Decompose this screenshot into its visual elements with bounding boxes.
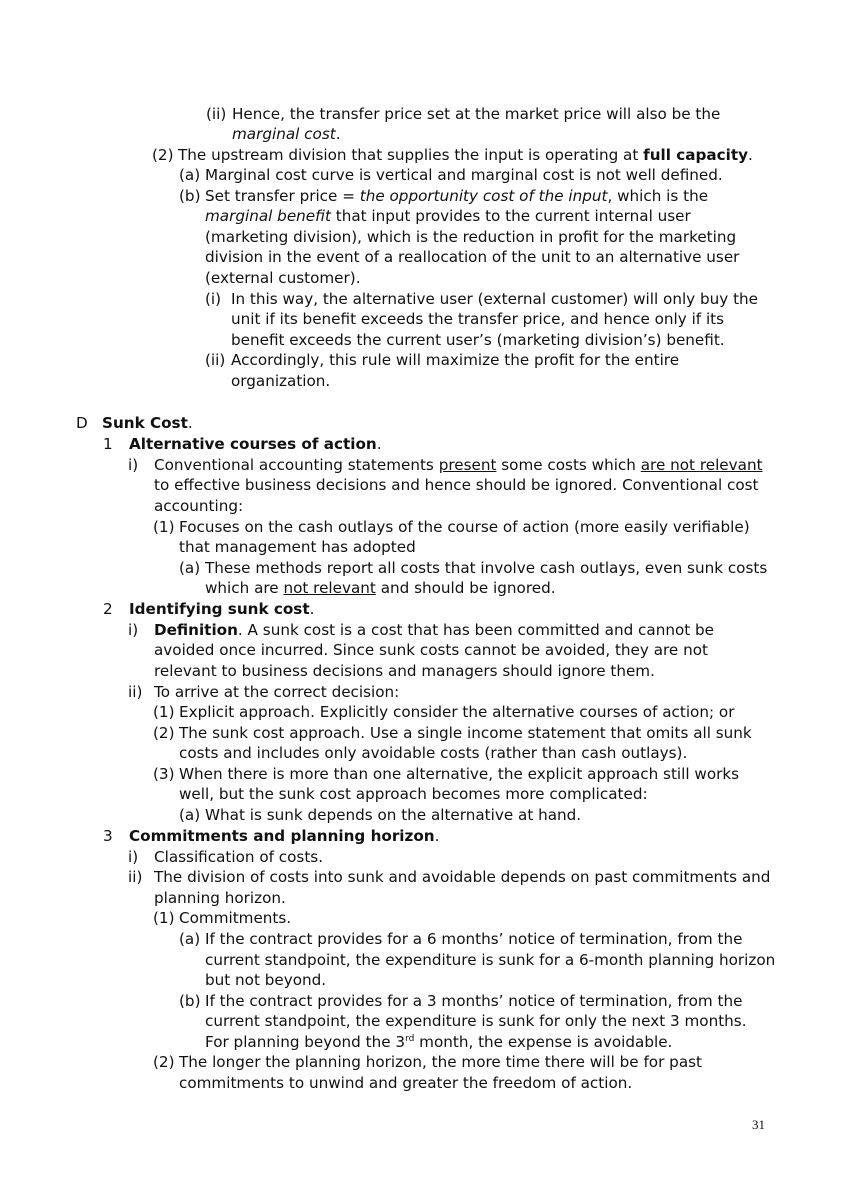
list-item-continuation: organization. xyxy=(231,372,331,390)
list-item: ii) To arrive at the correct decision: xyxy=(128,683,400,701)
section-heading: D Sunk Cost. xyxy=(76,414,193,432)
subsection-heading: 3 Commitments and planning horizon. xyxy=(103,827,440,845)
page-number: 31 xyxy=(752,1117,765,1132)
list-item: (1) Focuses on the cash outlays of the course of action (more easily verifiable) xyxy=(153,518,750,536)
list-item-continuation: current standpoint, the expenditure is sunk for only the next 3 months. xyxy=(205,1012,747,1030)
list-item-continuation: (marketing division), which is the reduction in profit for the marketing xyxy=(205,228,737,246)
list-item-continuation: For planning beyond the 3rd month, the expense is avoidable. xyxy=(205,1033,673,1051)
list-item-continuation: benefit exceeds the current user’s (marketing division’s) benefit. xyxy=(231,331,725,349)
list-item-continuation: marginal benefit that input provides to the current internal user xyxy=(205,207,691,225)
list-item: (1) Commitments. xyxy=(153,909,292,927)
list-item: (3) When there is more than one alternative, the explicit approach still works xyxy=(153,765,740,783)
list-item-continuation: (external customer). xyxy=(205,269,361,287)
list-item: i) Definition. A sunk cost is a cost that has been committed and cannot be xyxy=(128,621,714,639)
list-item-continuation: current standpoint, the expenditure is sunk for a 6-month planning horizon xyxy=(205,951,776,969)
list-item-continuation: planning horizon. xyxy=(154,889,286,907)
list-item: (ii) Accordingly, this rule will maximize the profit for the entire xyxy=(205,351,680,369)
list-item-continuation: to effective business decisions and hence should be ignored. Conventional cost xyxy=(154,476,759,494)
list-item-continuation: costs and includes only avoidable costs (rather than cash outlays). xyxy=(179,744,688,762)
list-item: (2) The longer the planning horizon, the more time there will be for past xyxy=(153,1053,702,1071)
list-item: (a) Marginal cost curve is vertical and marginal cost is not well defined. xyxy=(179,166,723,184)
subsection-heading: 1 Alternative courses of action. xyxy=(103,435,382,453)
subsection-heading: 2 Identifying sunk cost. xyxy=(103,600,315,618)
list-item-continuation: marginal cost. xyxy=(232,125,341,143)
list-item: i) Classification of costs. xyxy=(128,848,324,866)
list-item-continuation: but not beyond. xyxy=(205,971,327,989)
list-item-continuation: accounting: xyxy=(154,497,244,515)
list-item: (a) If the contract provides for a 6 months’ notice of termination, from the xyxy=(179,930,743,948)
list-item-continuation: relevant to business decisions and managers should ignore them. xyxy=(154,662,655,680)
list-item: (a) These methods report all costs that involve cash outlays, even sunk costs xyxy=(179,559,768,577)
list-item: (a) What is sunk depends on the alternative at hand. xyxy=(179,806,582,824)
list-item: (b) Set transfer price = the opportunity cost of the input, which is the xyxy=(179,187,709,205)
list-item: (2) The sunk cost approach. Use a single income statement that omits all sunk xyxy=(153,724,752,742)
list-item: (b) If the contract provides for a 3 months’ notice of termination, from the xyxy=(179,992,743,1010)
list-item-continuation: division in the event of a reallocation of the unit to an alternative user xyxy=(205,248,740,266)
list-item: (2) The upstream division that supplies the input is operating at full capacity. xyxy=(152,146,753,164)
list-item: (1) Explicit approach. Explicitly consider the alternative courses of action; or xyxy=(153,703,735,721)
list-item-continuation: commitments to unwind and greater the freedom of action. xyxy=(179,1074,633,1092)
list-item-continuation: well, but the sunk cost approach becomes more complicated: xyxy=(179,785,648,803)
list-item-continuation: that management has adopted xyxy=(179,538,416,556)
list-item-continuation: unit if its benefit exceeds the transfer price, and hence only if its xyxy=(231,310,725,328)
list-item-continuation: avoided once incurred. Since sunk costs cannot be avoided, they are not xyxy=(154,641,708,659)
list-item: ii) The division of costs into sunk and avoidable depends on past commitments and xyxy=(128,868,771,886)
list-item: i) Conventional accounting statements present some costs which are not relevant xyxy=(128,456,763,474)
list-item-continuation: which are not relevant and should be ignored. xyxy=(205,579,556,597)
list-item: (ii) Hence, the transfer price set at the market price will also be the xyxy=(206,105,721,123)
list-item: (i) In this way, the alternative user (external customer) will only buy the xyxy=(205,290,759,308)
